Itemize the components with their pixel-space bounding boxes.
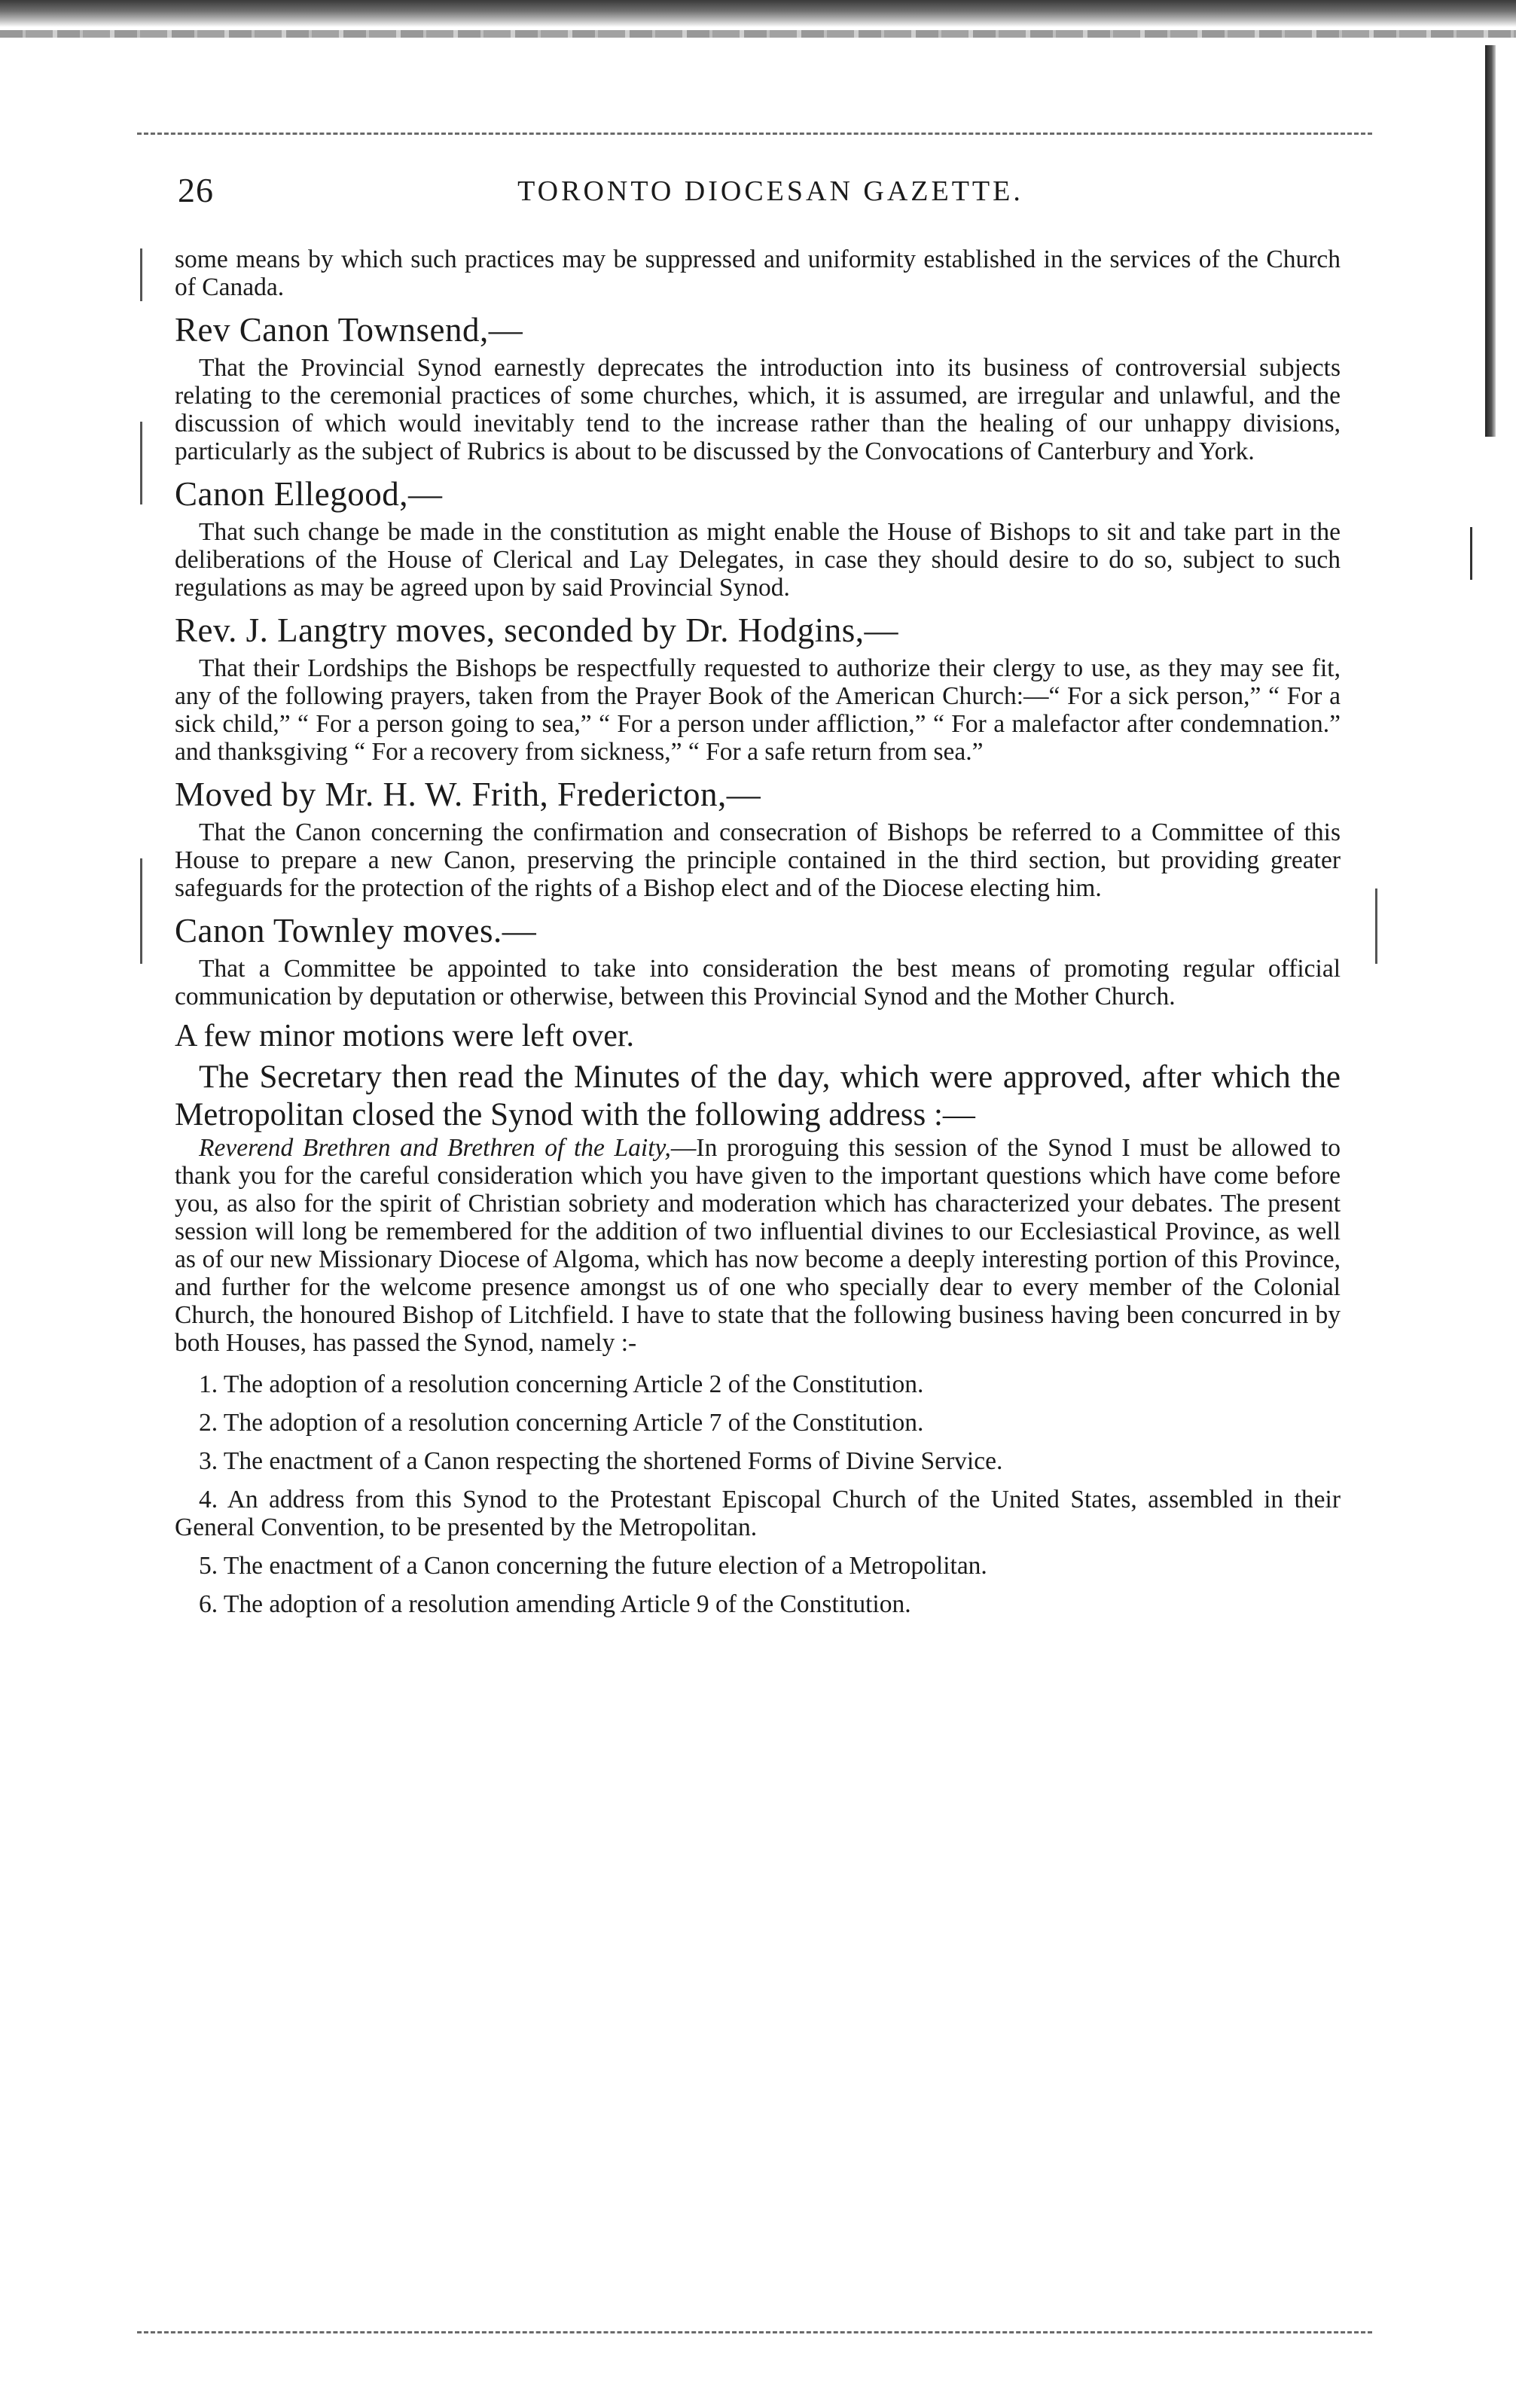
business-item: 2. The adoption of a resolution concerning Article 7 of the Constitution. — [199, 1409, 924, 1437]
business-item: 4. An address from this Synod to the Protestant Episcopal Church of the United States, assembled in their General Convention, to be presented by the Metropolitan. — [175, 1486, 1341, 1541]
motion-text: That their Lordships the Bishops be respectfully requested to authorize their clergy to use, as they may see fit, any of the following prayers, taken from the Prayer Book of the American Church:—“ For a sick person,” “ For a sick child,” “ For a person going to sea,” “ For a person under affliction,” “ For a malefactor after condemnation.” and thanksgiving “ For a recovery from sickness,” “ For a safe return from sea.” — [175, 654, 1341, 766]
motion-mover: Moved by Mr. H. W. Frith, Fredericton,— — [175, 776, 761, 813]
motion-mover: Rev. J. Langtry moves, seconded by Dr. Hodgins,— — [175, 611, 898, 649]
address-text: —In proroguing this session of the Synod I must be allowed to thank you for the careful consideration which you have given to the important questions which have come before you, as also for the spirit of Christian sobriety and moderation which has characterized your debates. The present session will long be remembered for the addition of two influential divines to our Ecclesiastical Province, as well as of our new Missionary Diocese of Algoma, which has now become a deeply interesting portion of this Province, and further for the welcome presence amongst us of one who specially dear to every member of the Colonial Church, the honoured Bishop of Litchfield. I have to state that the following business having been concurred in by both Houses, has passed the Synod, namely :- — [175, 1134, 1341, 1357]
motion-mover: Canon Townley moves.— — [175, 912, 537, 949]
running-title: TORONTO DIOCESAN GAZETTE. — [517, 175, 1023, 207]
business-list — [175, 1370, 1341, 1618]
margin-mark — [140, 248, 142, 301]
page-number: 26 — [178, 171, 214, 209]
header-rule — [137, 133, 1372, 135]
scan-top-noise — [0, 30, 1516, 38]
page-header — [178, 170, 1363, 212]
motion-text: That the Provincial Synod earnestly deprecates the introduction into its business of controversial subjects relating to the ceremonial practices of some churches, which, it is assumed, are irregular and unlawful, and the discussion of which would inevitably tend to the increase rather than the healing of our unhappy divisions, particularly as the subject of Rubrics is about to be discussed by the Convocations of Canterbury and York. — [175, 354, 1341, 465]
motion-text: That the Canon concerning the confirmation and consecration of Bishops be referred to a Committee of this House to prepare a new Canon, preserving the principle contained in the third section, but providing greater safeguards for the protection of the rights of a Bishop elect and of the Diocese electing him. — [175, 818, 1341, 902]
business-item: 6. The adoption of a resolution amending Article 9 of the Constitution. — [199, 1590, 911, 1618]
motion-mover: Rev Canon Townsend,— — [175, 311, 523, 349]
business-item: 5. The enactment of a Canon concerning the future election of a Metropolitan. — [199, 1552, 987, 1580]
margin-mark — [140, 858, 142, 964]
metropolitan-address — [175, 1134, 1341, 1357]
margin-mark — [140, 422, 142, 504]
article-body — [175, 245, 1341, 1629]
motion-text: That a Committee be appointed to take into consideration the best means of promoting regular official communication by deputation or otherwise, between this Provincial Synod and the Mother Church. — [175, 955, 1341, 1010]
scan-right-mark — [1470, 527, 1472, 580]
minor-motions-note: A few minor motions were left over. — [175, 1019, 635, 1053]
business-item: 3. The enactment of a Canon respecting the shortened Forms of Divine Service. — [199, 1447, 1003, 1475]
motion-text: That such change be made in the constitution as might enable the House of Bishops to sit and take part in the deliberations of the House of Clerical and Lay Delegates, in case they should desire to do so, subject to such regulations as may be agreed upon by said Provincial Synod. — [175, 518, 1341, 602]
motion-mover: Canon Ellegood,— — [175, 475, 443, 513]
continuation-paragraph: some means by which such practices may be suppressed and uniformity established in the services of the Church of Canada. — [175, 245, 1341, 301]
footer-rule — [137, 2331, 1372, 2333]
business-item: 1. The adoption of a resolution concerning Article 2 of the Constitution. — [199, 1370, 924, 1398]
scan-right-edge — [1485, 45, 1496, 437]
secretary-paragraph: The Secretary then read the Minutes of the day, which were approved, after which the Metropolitan closed the Synod with the following address :— — [175, 1059, 1341, 1132]
address-salutation: Reverend Brethren and Brethren of the Laity, — [199, 1134, 671, 1162]
margin-mark — [1375, 889, 1377, 964]
scan-top-edge — [0, 0, 1516, 27]
